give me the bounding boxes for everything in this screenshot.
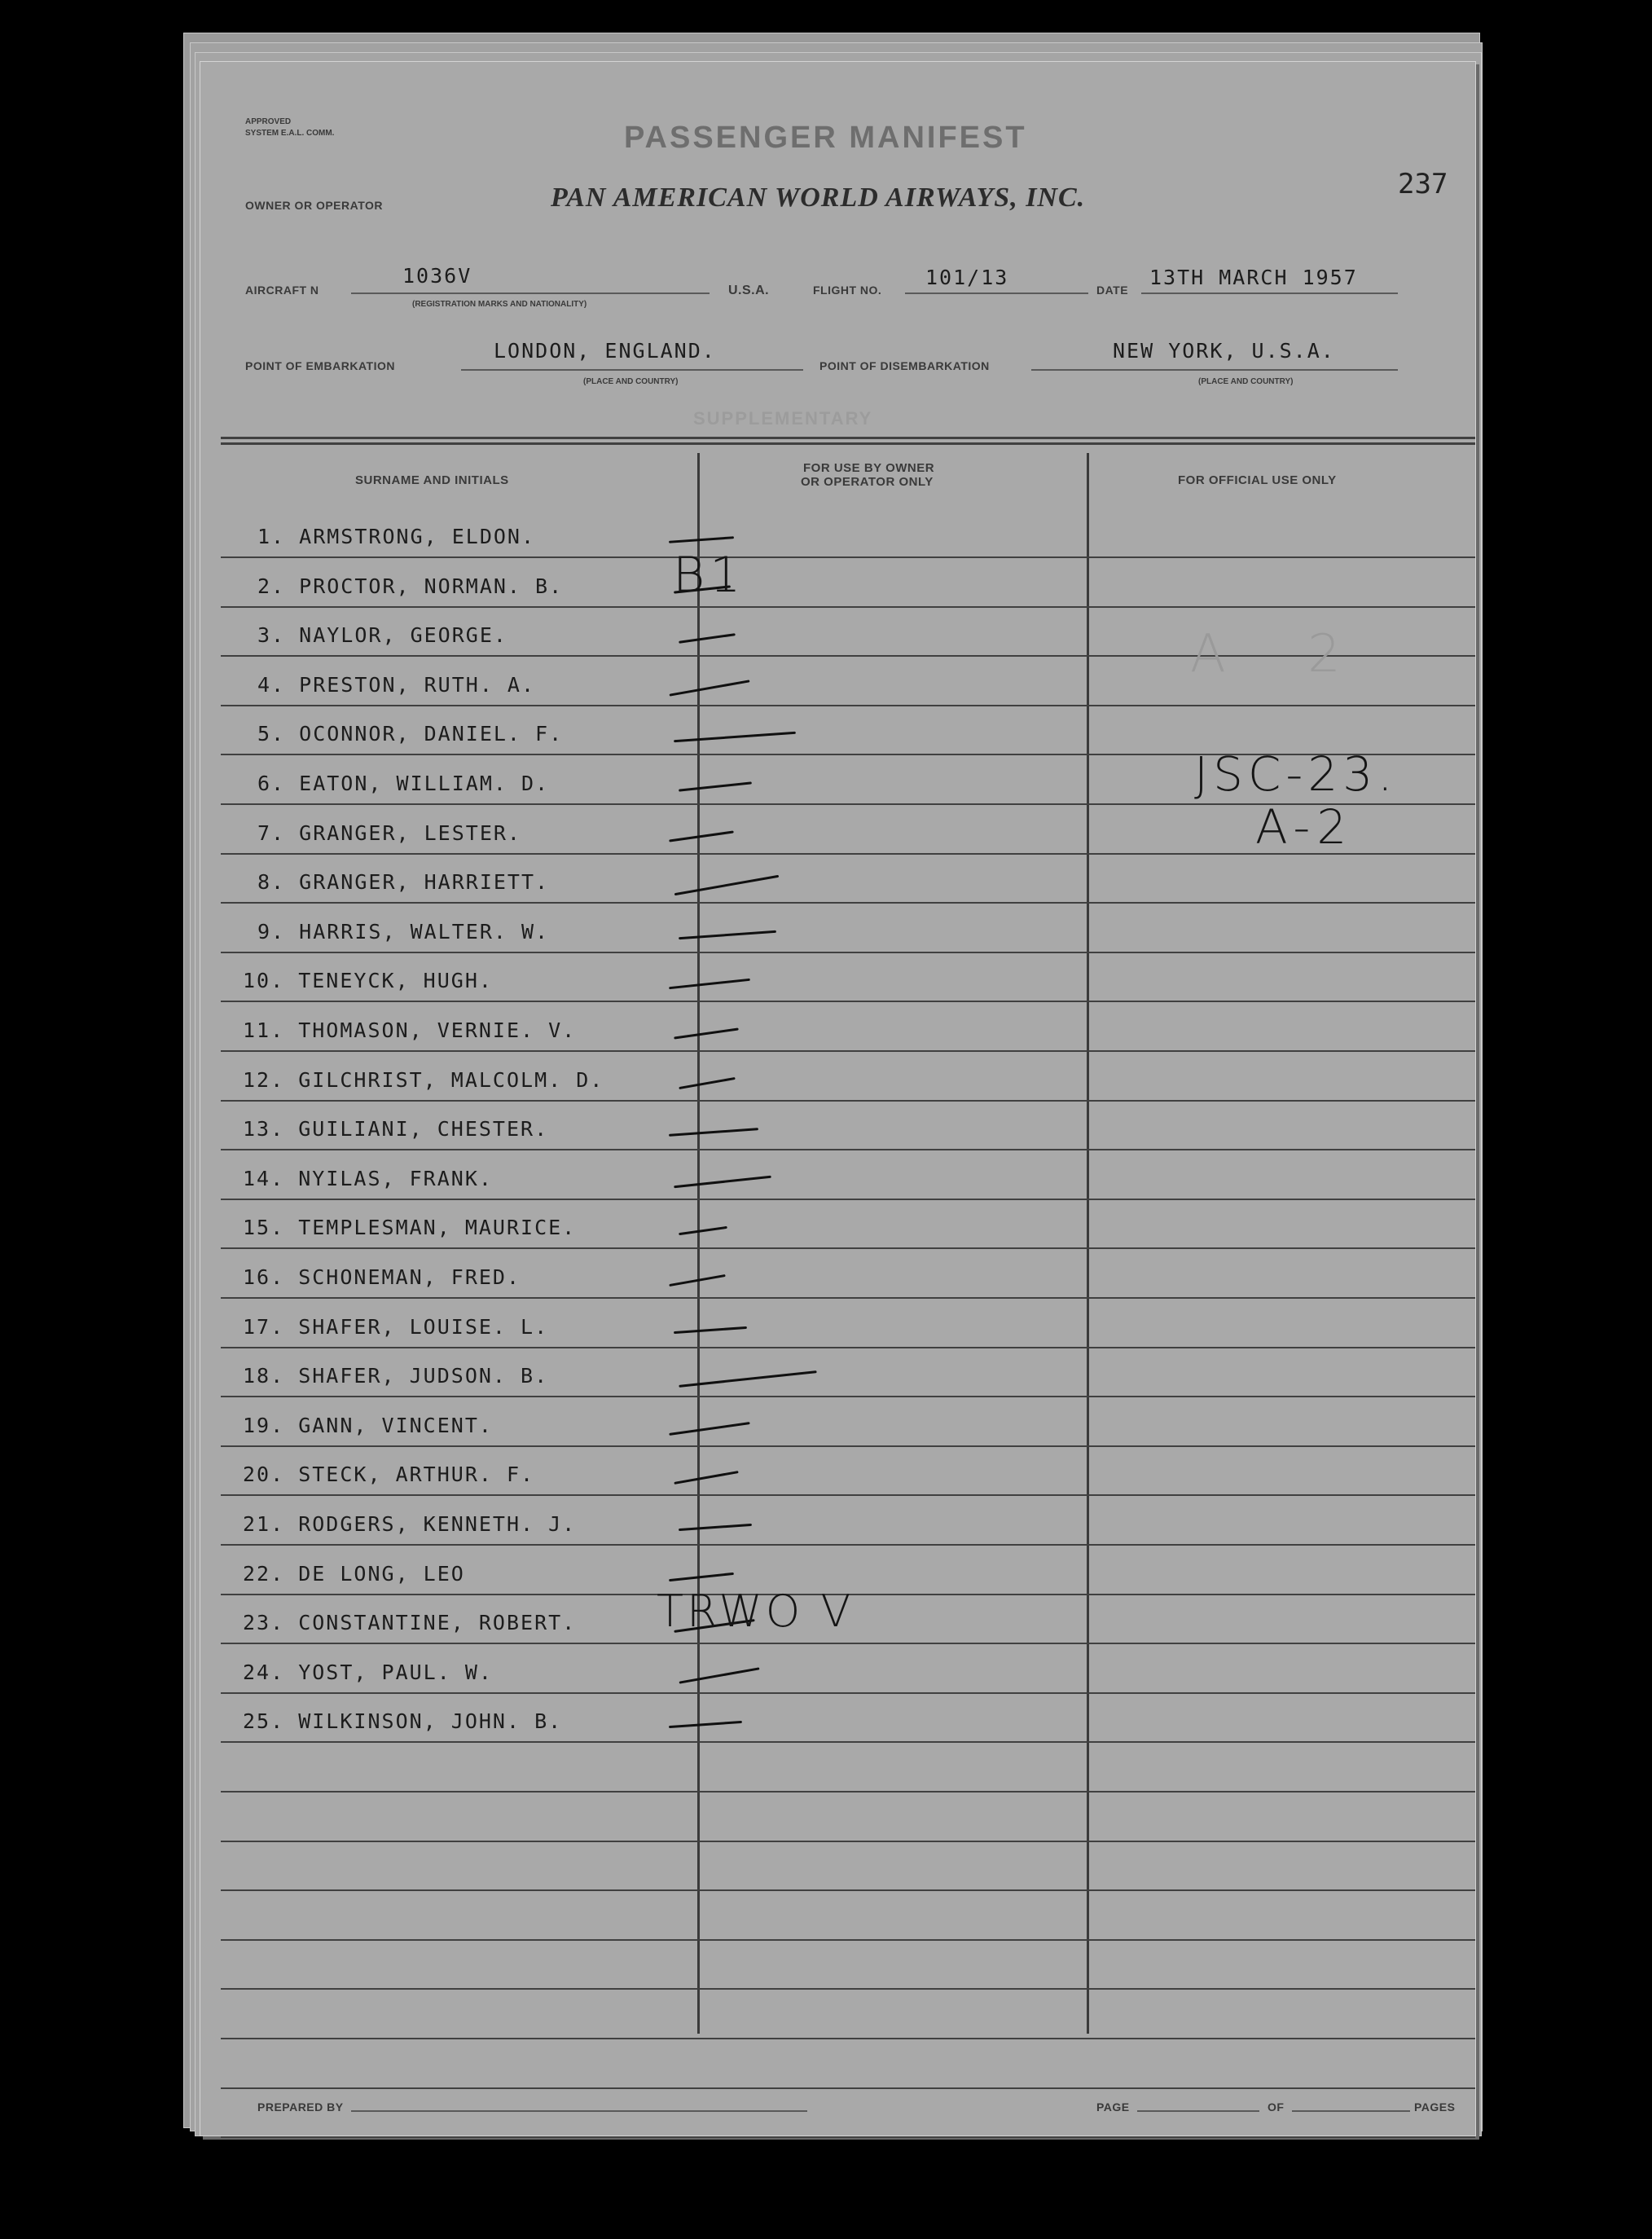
date-value: 13TH MARCH 1957 — [1149, 266, 1358, 289]
aircraft-underline — [351, 293, 710, 294]
prepared-by-line — [351, 2110, 807, 2112]
faint-official-code: A 2 — [1190, 624, 1373, 684]
checkmark-tick — [674, 1027, 739, 1039]
checkmark-tick — [679, 1226, 727, 1235]
passenger-row-23: 23. CONSTANTINE, ROBERT. — [243, 1611, 577, 1634]
passenger-row-12: 12. GILCHRIST, MALCOLM. D. — [243, 1068, 604, 1092]
table-rule-line — [221, 705, 1475, 706]
table-rule-line — [221, 1939, 1475, 1941]
disembark-label: POINT OF DISEMBARKATION — [819, 359, 990, 372]
embark-label: POINT OF EMBARKATION — [245, 359, 395, 372]
passenger-row-9: 9. HARRIS, WALTER. W. — [257, 920, 550, 944]
table-rule-line — [221, 1643, 1475, 1644]
page-title: PASSENGER MANIFEST — [624, 121, 1027, 155]
handwritten-official-code-2: A-2 — [1255, 799, 1354, 855]
checkmark-tick — [674, 1326, 747, 1334]
airline-name: PAN AMERICAN WORLD AIRWAYS, INC. — [551, 183, 1086, 213]
owner-label: OWNER OR OPERATOR — [245, 199, 383, 212]
passenger-row-18: 18. SHAFER, JUDSON. B. — [243, 1364, 549, 1388]
passenger-row-21: 21. RODGERS, KENNETH. J. — [243, 1512, 577, 1536]
checkmark-tick — [669, 1422, 749, 1436]
checkmark-tick — [674, 1471, 738, 1485]
passenger-row-17: 17. SHAFER, LOUISE. L. — [243, 1315, 549, 1339]
table-rule-line — [221, 902, 1475, 904]
checkmark-tick — [669, 1721, 742, 1728]
table-rule-line — [221, 1247, 1475, 1249]
checkmark-tick — [669, 680, 749, 696]
passenger-row-24: 24. YOST, PAUL. W. — [243, 1661, 493, 1684]
flight-label: FLIGHT NO. — [813, 284, 882, 297]
column-header-owner-use: FOR USE BY OWNER — [803, 461, 935, 475]
table-rule-line — [221, 1988, 1475, 1990]
passenger-row-16: 16. SCHONEMAN, FRED. — [243, 1265, 521, 1289]
table-rule-line — [221, 1297, 1475, 1299]
checkmark-tick — [669, 1128, 758, 1137]
table-rule-line — [221, 1791, 1475, 1793]
table-rule-line — [221, 2136, 1475, 2138]
date-underline — [1141, 293, 1398, 294]
column-divider — [1087, 453, 1089, 2034]
handwritten-b1: B1 — [673, 547, 746, 604]
flight-underline — [905, 293, 1088, 294]
aircraft-value: 1036V — [402, 264, 472, 288]
table-rule-line — [221, 1050, 1475, 1052]
checkmark-tick — [679, 930, 776, 939]
passenger-row-4: 4. PRESTON, RUTH. A. — [257, 673, 536, 697]
checkmark-tick — [669, 536, 734, 543]
approved-stamp: APPROVED — [245, 117, 292, 126]
page-line — [1137, 2110, 1259, 2112]
checkmark-tick — [674, 875, 780, 896]
checkmark-tick — [674, 732, 796, 742]
table-rule-line — [221, 1741, 1475, 1743]
disembark-caption: (PLACE AND COUNTRY) — [1198, 377, 1294, 386]
checkmark-tick — [679, 1077, 735, 1089]
passenger-row-2: 2. PROCTOR, NORMAN. B. — [257, 574, 564, 598]
disembark-underline — [1031, 369, 1398, 371]
manifest-page — [200, 61, 1476, 2136]
table-rule-line — [221, 556, 1475, 558]
passenger-row-7: 7. GRANGER, LESTER. — [257, 821, 521, 845]
date-label: DATE — [1096, 284, 1129, 297]
passenger-row-10: 10. TENEYCK, HUGH. — [243, 969, 493, 992]
passenger-row-6: 6. EATON, WILLIAM. D. — [257, 772, 550, 795]
approved-stamp-line: SYSTEM E.A.L. COMM. — [245, 129, 335, 138]
passenger-row-5: 5. OCONNOR, DANIEL. F. — [257, 722, 564, 746]
table-rule-line — [221, 1889, 1475, 1891]
checkmark-tick — [669, 1573, 734, 1581]
table-rule-line — [221, 1149, 1475, 1150]
page-number: 237 — [1398, 168, 1448, 200]
table-top-rule — [221, 437, 1475, 439]
passenger-row-1: 1. ARMSTRONG, ELDON. — [257, 525, 536, 548]
table-top-rule — [221, 442, 1475, 445]
disembark-value: NEW YORK, U.S.A. — [1113, 339, 1335, 363]
table-rule-line — [221, 1396, 1475, 1397]
passenger-row-3: 3. NAYLOR, GEORGE. — [257, 623, 507, 647]
passenger-row-20: 20. STECK, ARTHUR. F. — [243, 1463, 535, 1486]
passenger-row-15: 15. TEMPLESMAN, MAURICE. — [243, 1216, 577, 1239]
passenger-row-11: 11. THOMASON, VERNIE. V. — [243, 1018, 577, 1042]
checkmark-tick — [669, 979, 750, 989]
of-label: OF — [1268, 2100, 1285, 2114]
checkmark-tick — [679, 633, 736, 644]
passenger-row-22: 22. DE LONG, LEO — [243, 1562, 465, 1586]
pages-label: PAGES — [1414, 2100, 1456, 2114]
aircraft-label: AIRCRAFT N — [245, 284, 319, 297]
checkmark-tick — [669, 830, 734, 842]
column-header-owner-use-2: OR OPERATOR ONLY — [801, 475, 934, 489]
passenger-row-19: 19. GANN, VINCENT. — [243, 1414, 493, 1437]
table-rule-line — [221, 1692, 1475, 1694]
handwritten-official-code: JSC-23. — [1194, 746, 1398, 802]
embark-underline — [461, 369, 803, 371]
checkmark-tick — [679, 1524, 752, 1531]
table-rule-line — [221, 2038, 1475, 2039]
table-rule-line — [221, 606, 1475, 608]
handwritten-trwov: TRWO V — [657, 1586, 855, 1637]
checkmark-tick — [679, 1667, 759, 1683]
passenger-row-14: 14. NYILAS, FRANK. — [243, 1167, 493, 1190]
table-rule-line — [221, 1445, 1475, 1447]
table-rule-line — [221, 1347, 1475, 1348]
table-rule-line — [221, 952, 1475, 953]
registration-caption: (REGISTRATION MARKS AND NATIONALITY) — [412, 300, 587, 309]
column-header-names: SURNAME AND INITIALS — [355, 473, 509, 487]
usa-label: U.S.A. — [728, 284, 770, 297]
table-rule-line — [221, 1494, 1475, 1496]
table-rule-line — [221, 2087, 1475, 2089]
passenger-row-8: 8. GRANGER, HARRIETT. — [257, 870, 550, 894]
prepared-by-label: PREPARED BY — [257, 2100, 344, 2114]
page-label: PAGE — [1096, 2100, 1130, 2114]
flight-value: 101/13 — [925, 266, 1009, 289]
table-rule-line — [221, 1100, 1475, 1102]
supplementary-stamp: SUPPLEMENTARY — [693, 408, 873, 429]
passenger-row-25: 25. WILKINSON, JOHN. B. — [243, 1709, 563, 1733]
table-rule-line — [221, 1841, 1475, 1842]
checkmark-tick — [679, 781, 752, 791]
of-line — [1292, 2110, 1410, 2112]
embark-value: LONDON, ENGLAND. — [494, 339, 716, 363]
embark-caption: (PLACE AND COUNTRY) — [583, 377, 679, 386]
table-rule-line — [221, 1544, 1475, 1546]
checkmark-tick — [674, 1176, 771, 1189]
column-header-official-use: FOR OFFICIAL USE ONLY — [1178, 473, 1337, 487]
passenger-row-13: 13. GUILIANI, CHESTER. — [243, 1117, 549, 1141]
table-rule-line — [221, 1199, 1475, 1200]
table-rule-line — [221, 1001, 1475, 1002]
